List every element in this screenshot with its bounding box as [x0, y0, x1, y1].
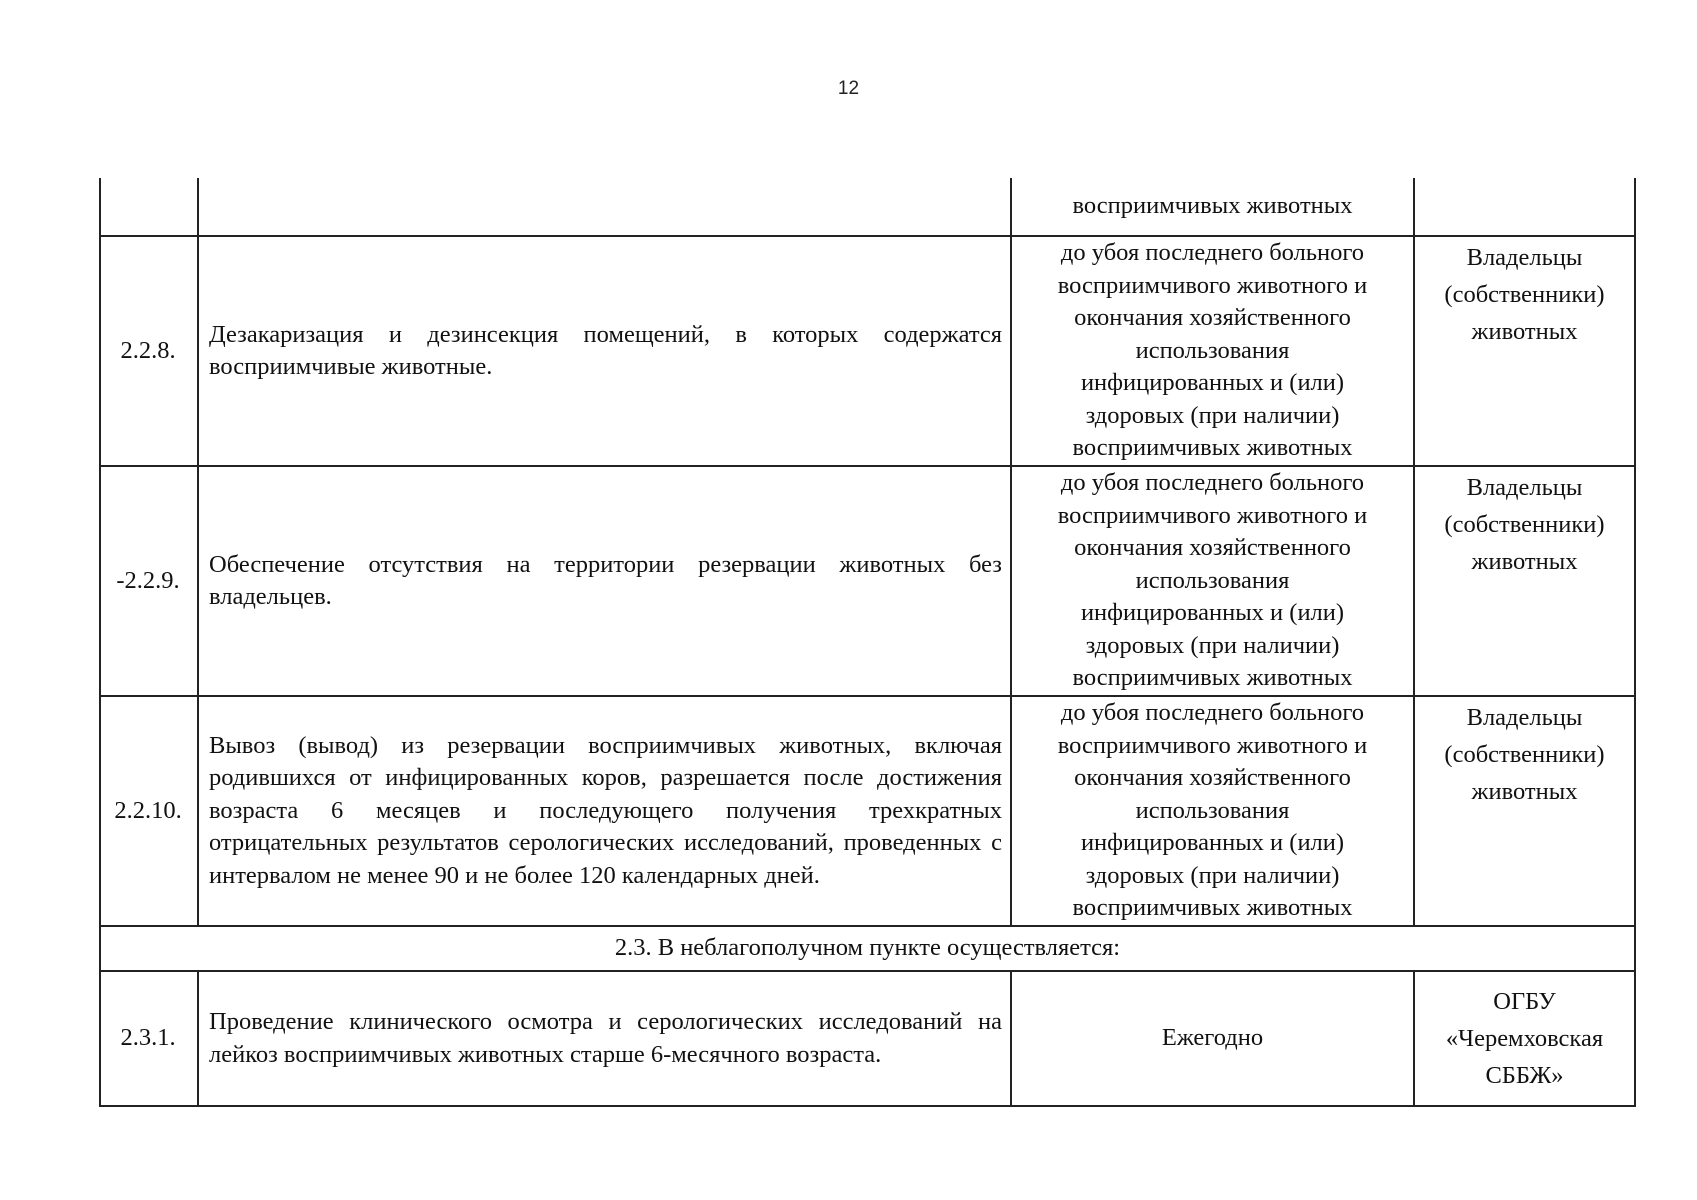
term-line: здоровых (при наличии)	[1085, 861, 1340, 889]
cell-responsible	[1414, 971, 1635, 1106]
responsible-line: (собственники)	[1444, 741, 1605, 768]
term-line: инфицированных и (или)	[1080, 829, 1345, 856]
term-line: до убоя последнего больного	[1060, 239, 1365, 266]
cell-term: восприимчивых животных	[1011, 178, 1414, 236]
table-row	[100, 696, 1635, 926]
cell-responsible	[1414, 236, 1635, 466]
term-line: инфицированных и (или)	[1080, 369, 1345, 396]
cell-number: 2.2.8.	[100, 236, 198, 466]
term-line: восприимчивых животных	[1072, 434, 1353, 461]
cell-term: Ежегодно	[1011, 971, 1414, 1106]
table-row	[100, 466, 1635, 696]
cell-number: 2.3.1.	[100, 971, 198, 1106]
term-line: восприимчивых животных	[1072, 894, 1353, 921]
cell-term	[1011, 696, 1414, 926]
term-line: использования	[1135, 796, 1290, 824]
section-row	[100, 926, 1635, 971]
term-line: использования	[1135, 566, 1290, 594]
cell-measure: Вывоз (вывод) из резервации восприимчивых животных, включая родившихся от инфицированных коров, разрешается после достижения возраста 6 месяцев и последующего получения трехкратных отрицательных результатов серологических исследований, проведенных с интервалом не менее 90 и не более 120 календарных дней.	[198, 696, 1011, 926]
responsible-line: (собственники)	[1444, 511, 1605, 538]
responsible-line: «Черемховская	[1445, 1025, 1604, 1052]
term-line: здоровых (при наличии)	[1085, 631, 1340, 659]
term-line: восприимчивого животного и	[1057, 731, 1368, 759]
page-number: 12	[837, 78, 860, 99]
responsible-line: (собственники)	[1444, 281, 1605, 308]
cell-measure: Проведение клинического осмотра и серологических исследований на лейкоз восприимчивых животных старше 6-месячного возраста.	[198, 971, 1011, 1106]
measures-table-wrapper	[99, 178, 1634, 1107]
term-line: инфицированных и (или)	[1080, 599, 1345, 626]
responsible-line: СББЖ»	[1485, 1062, 1564, 1089]
responsible-line: Владельцы	[1466, 244, 1583, 271]
cell-measure: Дезакаризация и дезинсекция помещений, в которых содержатся восприимчивые животные.	[198, 236, 1011, 466]
term-line: восприимчивых животных	[1072, 664, 1353, 691]
cell-number	[100, 178, 198, 236]
responsible-line: животных	[1471, 548, 1578, 575]
cell-measure: Обеспечение отсутствия на территории резервации животных без владельцев.	[198, 466, 1011, 696]
cell-number: 2.2.10.	[100, 696, 198, 926]
term-line: окончания хозяйственного	[1074, 534, 1351, 561]
section-heading: 2.3. В неблагополучном пункте осуществляется:	[100, 926, 1635, 971]
cell-responsible	[1414, 466, 1635, 696]
term-line: восприимчивого животного и	[1057, 501, 1368, 529]
cell-number: -2.2.9.	[100, 466, 198, 696]
term-line: окончания хозяйственного	[1074, 304, 1351, 331]
cell-term	[1011, 236, 1414, 466]
cell-responsible	[1414, 696, 1635, 926]
responsible-line: Владельцы	[1466, 704, 1583, 731]
term-line: здоровых (при наличии)	[1085, 401, 1340, 429]
term-line: до убоя последнего больного	[1060, 699, 1365, 726]
term-line: использования	[1135, 336, 1290, 364]
responsible-line: Владельцы	[1466, 474, 1583, 501]
responsible-line: животных	[1471, 318, 1578, 345]
cell-term	[1011, 466, 1414, 696]
term-line: окончания хозяйственного	[1074, 764, 1351, 791]
term-line: восприимчивого животного и	[1057, 271, 1368, 299]
table-row	[100, 971, 1635, 1106]
cell-responsible	[1414, 178, 1635, 236]
cell-measure	[198, 178, 1011, 236]
table-row	[100, 236, 1635, 466]
table-row-continuation	[100, 178, 1635, 236]
responsible-line: животных	[1471, 778, 1578, 805]
responsible-line: ОГБУ	[1493, 988, 1556, 1015]
measures-table	[99, 178, 1636, 1107]
term-line: до убоя последнего больного	[1060, 469, 1365, 496]
